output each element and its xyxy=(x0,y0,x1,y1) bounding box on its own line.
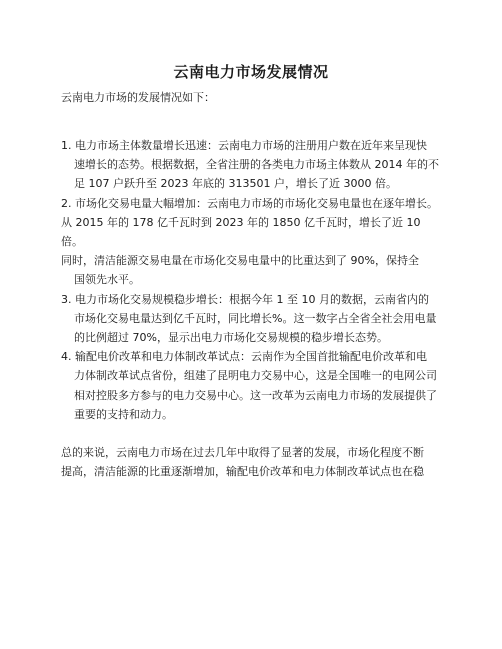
list-item-line: 的比例超过 70%，显示出电力市场化交易规模的稳步增长态势。 xyxy=(74,331,388,345)
list-item-line: 4. 输配电价改革和电力体制改革试点：云南作为全国首批输配电价改革和电 xyxy=(61,350,427,364)
list-item-3 xyxy=(61,290,445,348)
list-item-line: 重要的支持和动力。 xyxy=(74,407,173,421)
list-item-line: 同时，清洁能源交易电量在市场化交易电量中的比重达到了 90%，保持全 xyxy=(61,254,419,268)
document-body xyxy=(61,136,445,481)
list-item-1 xyxy=(61,136,445,194)
list-item-line: 从 2015 年的 178 亿千瓦时到 2023 年的 1850 亿千瓦时，增长了近 10 倍。 xyxy=(61,215,421,249)
list-item-2 xyxy=(61,194,445,290)
paragraph-gap xyxy=(61,424,445,443)
list-item-line: 3. 电力市场化交易规模稳步增长：根据今年 1 至 10 月的数据，云南省内的 xyxy=(61,292,429,306)
list-item-line: 市场化交易电量达到亿千瓦时，同比增长%。这一数字占全省全社会用电量 xyxy=(74,311,437,325)
summary-line: 总的来说，云南电力市场在过去几年中取得了显著的发展，市场化程度不断 xyxy=(61,446,424,460)
list-item-line: 相对控股多方参与的电力交易中心。这一改革为云南电力市场的发展提供了 xyxy=(74,388,437,402)
list-item-line: 足 107 户跃升至 2023 年底的 313501 户，增长了近 3000 倍。 xyxy=(74,177,397,191)
list-item-4 xyxy=(61,347,445,424)
summary-line: 提高，清洁能源的比重逐渐增加，输配电价改革和电力体制改革试点也在稳 xyxy=(61,465,424,479)
list-item-line: 速增长的态势。根据数据，全省注册的各类电力市场主体数从 2014 年的不 xyxy=(74,158,439,172)
list-item-line: 国领先水平。 xyxy=(74,273,140,287)
list-item-line: 力体制改革试点省份，组建了昆明电力交易中心，这是全国唯一的电网公司 xyxy=(74,369,437,383)
list-item-line: 2. 市场化交易电量大幅增加：云南电力市场的市场化交易电量也在逐年增长。 xyxy=(61,196,438,210)
list-item-line: 1. 电力市场主体数量增长迅速：云南电力市场的注册用户数在近年来呈现快 xyxy=(61,139,427,152)
document-title: 云南电力市场发展情况 xyxy=(173,63,329,81)
intro-text: 云南电力市场的发展情况如下： xyxy=(61,91,215,104)
summary-paragraph xyxy=(61,443,445,481)
